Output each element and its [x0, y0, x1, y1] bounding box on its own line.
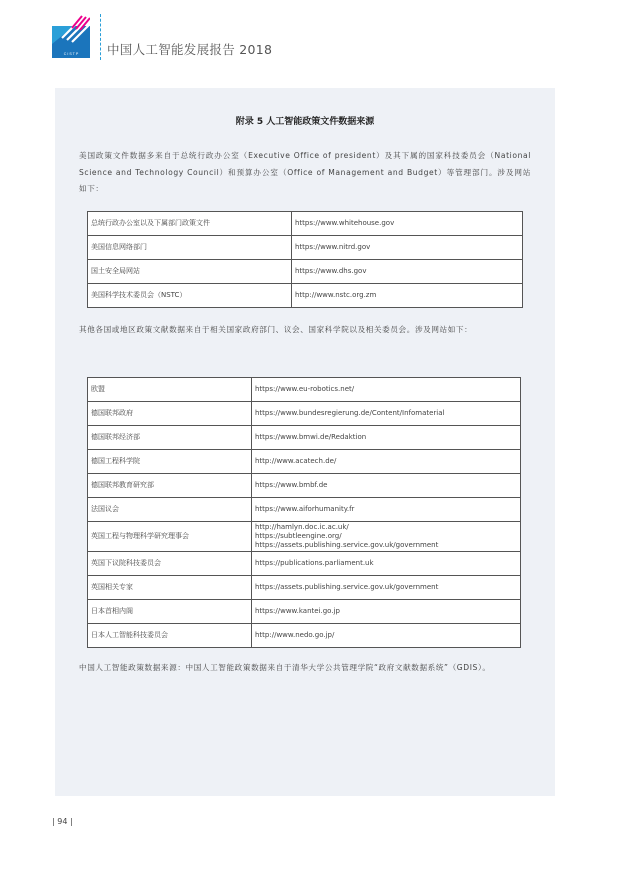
source-url-cell [252, 522, 521, 552]
source-url[interactable]: https://www.bmbf.de [255, 481, 328, 489]
table-row [88, 552, 521, 576]
table-row [88, 236, 523, 260]
content-panel [55, 88, 555, 796]
source-url-cell [292, 284, 523, 308]
source-name: 总统行政办公室以及下属部门政策文件 [88, 212, 292, 236]
table-row [88, 474, 521, 498]
source-url[interactable]: https://publications.parliament.uk [255, 559, 374, 567]
source-name: 英国下议院科技委员会 [88, 552, 252, 576]
source-url-cell [252, 426, 521, 450]
source-url[interactable]: https://www.eu-robotics.net/ [255, 385, 355, 393]
source-url-cell [252, 552, 521, 576]
source-name: 法国议会 [88, 498, 252, 522]
source-url-cell [292, 236, 523, 260]
source-name: 日本人工智能科技委员会 [88, 624, 252, 648]
source-name: 美国科学技术委员会（NSTC） [88, 284, 292, 308]
us-sources-intro: 美国政策文件数据多来自于总统行政办公室（Executive Office of president）及其下属的国家科技委员会（National Science and Technology Council）和预算办公室（Office of Management and Budget）等管理部门。涉及网站如下： [79, 151, 531, 193]
source-name: 德国工程科学院 [88, 450, 252, 474]
source-url[interactable]: https://www.whitehouse.gov [295, 219, 395, 227]
table-row [88, 378, 521, 402]
source-name: 德国联邦经济部 [88, 426, 252, 450]
china-source-note: 中国人工智能政策数据来源：中国人工智能政策数据来自于清华大学公共管理学院“政府文献数据系统”（GDIS）。 [79, 663, 491, 672]
source-name: 美国信息网络部门 [88, 236, 292, 260]
header-divider [100, 14, 101, 60]
source-name: 国土安全局网站 [88, 260, 292, 284]
source-name: 英国工程与物理科学研究理事会 [88, 522, 252, 552]
source-url[interactable]: https://www.kantei.go.jp [255, 607, 340, 615]
table-row [88, 600, 521, 624]
source-url-cell [252, 378, 521, 402]
source-url[interactable]: http://www.nedo.go.jp/ [255, 631, 335, 639]
table-row [88, 498, 521, 522]
source-name: 德国联邦教育研究部 [88, 474, 252, 498]
table-row [88, 426, 521, 450]
source-url-cell [292, 260, 523, 284]
source-url[interactable]: https://www.bmwi.de/Redaktion [255, 433, 367, 441]
source-url-cell [252, 450, 521, 474]
cistp-logo [52, 14, 90, 58]
source-url[interactable]: https://www.nitrd.gov [295, 243, 371, 251]
table-row [88, 212, 523, 236]
table-row [88, 260, 523, 284]
source-url[interactable]: http://hamlyn.doc.ic.ac.uk/ [255, 523, 349, 531]
source-url-cell [252, 402, 521, 426]
source-url-cell [252, 474, 521, 498]
report-title: 中国人工智能发展报告 2018 [107, 42, 273, 57]
source-url[interactable]: https://www.bundesregierung.de/Content/Infomaterial [255, 409, 445, 417]
source-name: 欧盟 [88, 378, 252, 402]
source-url-cell [252, 600, 521, 624]
source-url-cell [252, 498, 521, 522]
source-url[interactable]: https://assets.publishing.service.gov.uk/government [255, 583, 439, 591]
other-sources-intro: 其他各国或地区政策文献数据来自于相关国家政府部门、议会、国家科学院以及相关委员会。涉及网站如下： [79, 325, 473, 334]
source-name: 德国联邦政府 [88, 402, 252, 426]
source-url[interactable]: https://www.dhs.gov [295, 267, 367, 275]
source-url[interactable]: https://www.aiforhumanity.fr [255, 505, 355, 513]
source-url-cell [252, 576, 521, 600]
source-url-cell [252, 624, 521, 648]
source-url[interactable]: https://subtleengine.org/ [255, 532, 342, 540]
table-row [88, 284, 523, 308]
other-sources-table [87, 377, 521, 648]
source-url[interactable]: http://www.nstc.org.zm [295, 291, 377, 299]
source-url[interactable]: http://www.acatech.de/ [255, 457, 337, 465]
table-row [88, 624, 521, 648]
table-row [88, 450, 521, 474]
appendix-title: 附录 5 人工智能政策文件数据来源 [235, 117, 375, 127]
table-row [88, 402, 521, 426]
source-name: 英国相关专家 [88, 576, 252, 600]
source-url[interactable]: https://assets.publishing.service.gov.uk/government [255, 541, 439, 549]
us-sources-table [87, 211, 523, 308]
table-row [88, 576, 521, 600]
source-name: 日本首相内阁 [88, 600, 252, 624]
logo-text: C I S T P [63, 52, 79, 56]
source-url-cell [292, 212, 523, 236]
table-row [88, 522, 521, 552]
page-number: | 94 | [52, 817, 73, 826]
